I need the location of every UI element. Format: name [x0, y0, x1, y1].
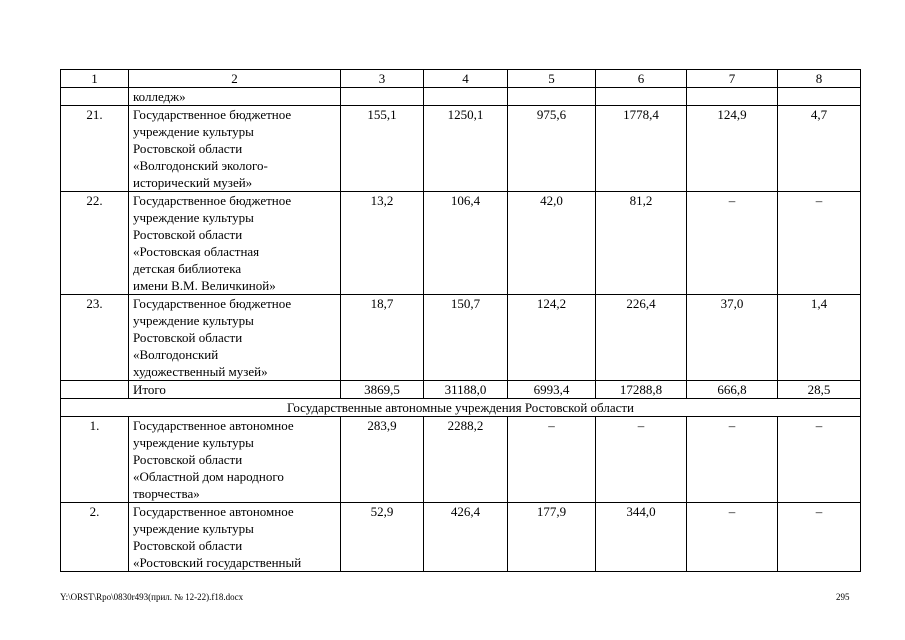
name-line: Ростовской области [133, 141, 243, 156]
value-cell: 975,6 [508, 106, 596, 192]
value-cell [424, 88, 508, 106]
table-row [61, 295, 861, 381]
table-row [61, 192, 861, 295]
name-line: учреждение культуры [133, 210, 254, 225]
name-line: колледж» [133, 89, 186, 104]
value-cell: 426,4 [424, 503, 508, 572]
institution-name [129, 503, 341, 572]
name-line: имени В.М. Величкиной» [133, 278, 276, 293]
value-cell [778, 88, 861, 106]
institution-name [129, 106, 341, 192]
value-cell: 6993,4 [508, 381, 596, 399]
value-cell: 81,2 [596, 192, 687, 295]
value-cell: – [508, 417, 596, 503]
name-line: художественный музей» [133, 364, 268, 379]
value-cell: – [596, 417, 687, 503]
value-cell: – [778, 417, 861, 503]
value-cell: 4,7 [778, 106, 861, 192]
row-number: 1. [61, 417, 129, 503]
name-line: Итого [133, 382, 166, 397]
name-line: Государственное бюджетное [133, 193, 292, 208]
name-line: Ростовской области [133, 452, 243, 467]
name-line: учреждение культуры [133, 313, 254, 328]
name-line: Ростовской области [133, 227, 243, 242]
value-cell: 106,4 [424, 192, 508, 295]
name-line: «Волгодонский эколого- [133, 158, 268, 173]
name-line: учреждение культуры [133, 521, 254, 536]
value-cell: 1250,1 [424, 106, 508, 192]
column-header: 5 [508, 70, 596, 88]
value-cell: – [687, 503, 778, 572]
value-cell: 124,9 [687, 106, 778, 192]
row-number: 22. [61, 192, 129, 295]
value-cell [508, 88, 596, 106]
column-header: 2 [129, 70, 341, 88]
name-line: детская библиотека [133, 261, 242, 276]
name-line: Ростовской области [133, 330, 243, 345]
name-line: Государственное автономное [133, 504, 294, 519]
column-header: 6 [596, 70, 687, 88]
value-cell [687, 88, 778, 106]
value-cell: 177,9 [508, 503, 596, 572]
row-number [61, 88, 129, 106]
column-header: 4 [424, 70, 508, 88]
table-row [61, 88, 861, 106]
name-line: Государственное автономное [133, 418, 294, 433]
name-line: учреждение культуры [133, 124, 254, 139]
value-cell [341, 88, 424, 106]
table-row [61, 381, 861, 399]
name-line: исторический музей» [133, 175, 253, 190]
value-cell: 28,5 [778, 381, 861, 399]
value-cell: – [687, 192, 778, 295]
value-cell: 42,0 [508, 192, 596, 295]
column-header: 3 [341, 70, 424, 88]
name-line: «Областной дом народного [133, 469, 284, 484]
row-number: 21. [61, 106, 129, 192]
column-header: 7 [687, 70, 778, 88]
row-number: 23. [61, 295, 129, 381]
value-cell: – [778, 192, 861, 295]
row-number [61, 381, 129, 399]
institution-name [129, 88, 341, 106]
value-cell: – [687, 417, 778, 503]
institution-name [129, 295, 341, 381]
name-line: Государственное бюджетное [133, 296, 292, 311]
header-row [61, 70, 861, 88]
value-cell: 124,2 [508, 295, 596, 381]
value-cell: 31188,0 [424, 381, 508, 399]
name-line: Ростовской области [133, 538, 243, 553]
value-cell: 1778,4 [596, 106, 687, 192]
value-cell: 2288,2 [424, 417, 508, 503]
footer-file-path: Y:\ORST\Rpo\0830r493(прил. № 12-22).f18.docx [60, 592, 244, 602]
table-row [61, 503, 861, 572]
name-line: «Ростовская областная [133, 244, 260, 259]
value-cell: 13,2 [341, 192, 424, 295]
footer-page-number: 295 [836, 592, 850, 602]
name-line: «Ростовский государственный [133, 555, 302, 570]
value-cell: 666,8 [687, 381, 778, 399]
table-row [61, 106, 861, 192]
value-cell: – [778, 503, 861, 572]
table-row [61, 417, 861, 503]
column-header: 8 [778, 70, 861, 88]
name-line: «Волгодонский [133, 347, 219, 362]
data-table [60, 69, 861, 572]
value-cell: 344,0 [596, 503, 687, 572]
value-cell: 1,4 [778, 295, 861, 381]
section-row [61, 399, 861, 417]
value-cell: 150,7 [424, 295, 508, 381]
institution-name [129, 417, 341, 503]
value-cell: 3869,5 [341, 381, 424, 399]
value-cell: 226,4 [596, 295, 687, 381]
row-number: 2. [61, 503, 129, 572]
institution-name [129, 381, 341, 399]
institution-name [129, 192, 341, 295]
name-line: творчества» [133, 486, 200, 501]
value-cell: 52,9 [341, 503, 424, 572]
value-cell: 17288,8 [596, 381, 687, 399]
value-cell: 37,0 [687, 295, 778, 381]
value-cell: 283,9 [341, 417, 424, 503]
name-line: Государственное бюджетное [133, 107, 292, 122]
column-header: 1 [61, 70, 129, 88]
value-cell [596, 88, 687, 106]
section-title: Государственные автономные учреждения Ростовской области [61, 399, 861, 417]
value-cell: 18,7 [341, 295, 424, 381]
name-line: учреждение культуры [133, 435, 254, 450]
value-cell: 155,1 [341, 106, 424, 192]
